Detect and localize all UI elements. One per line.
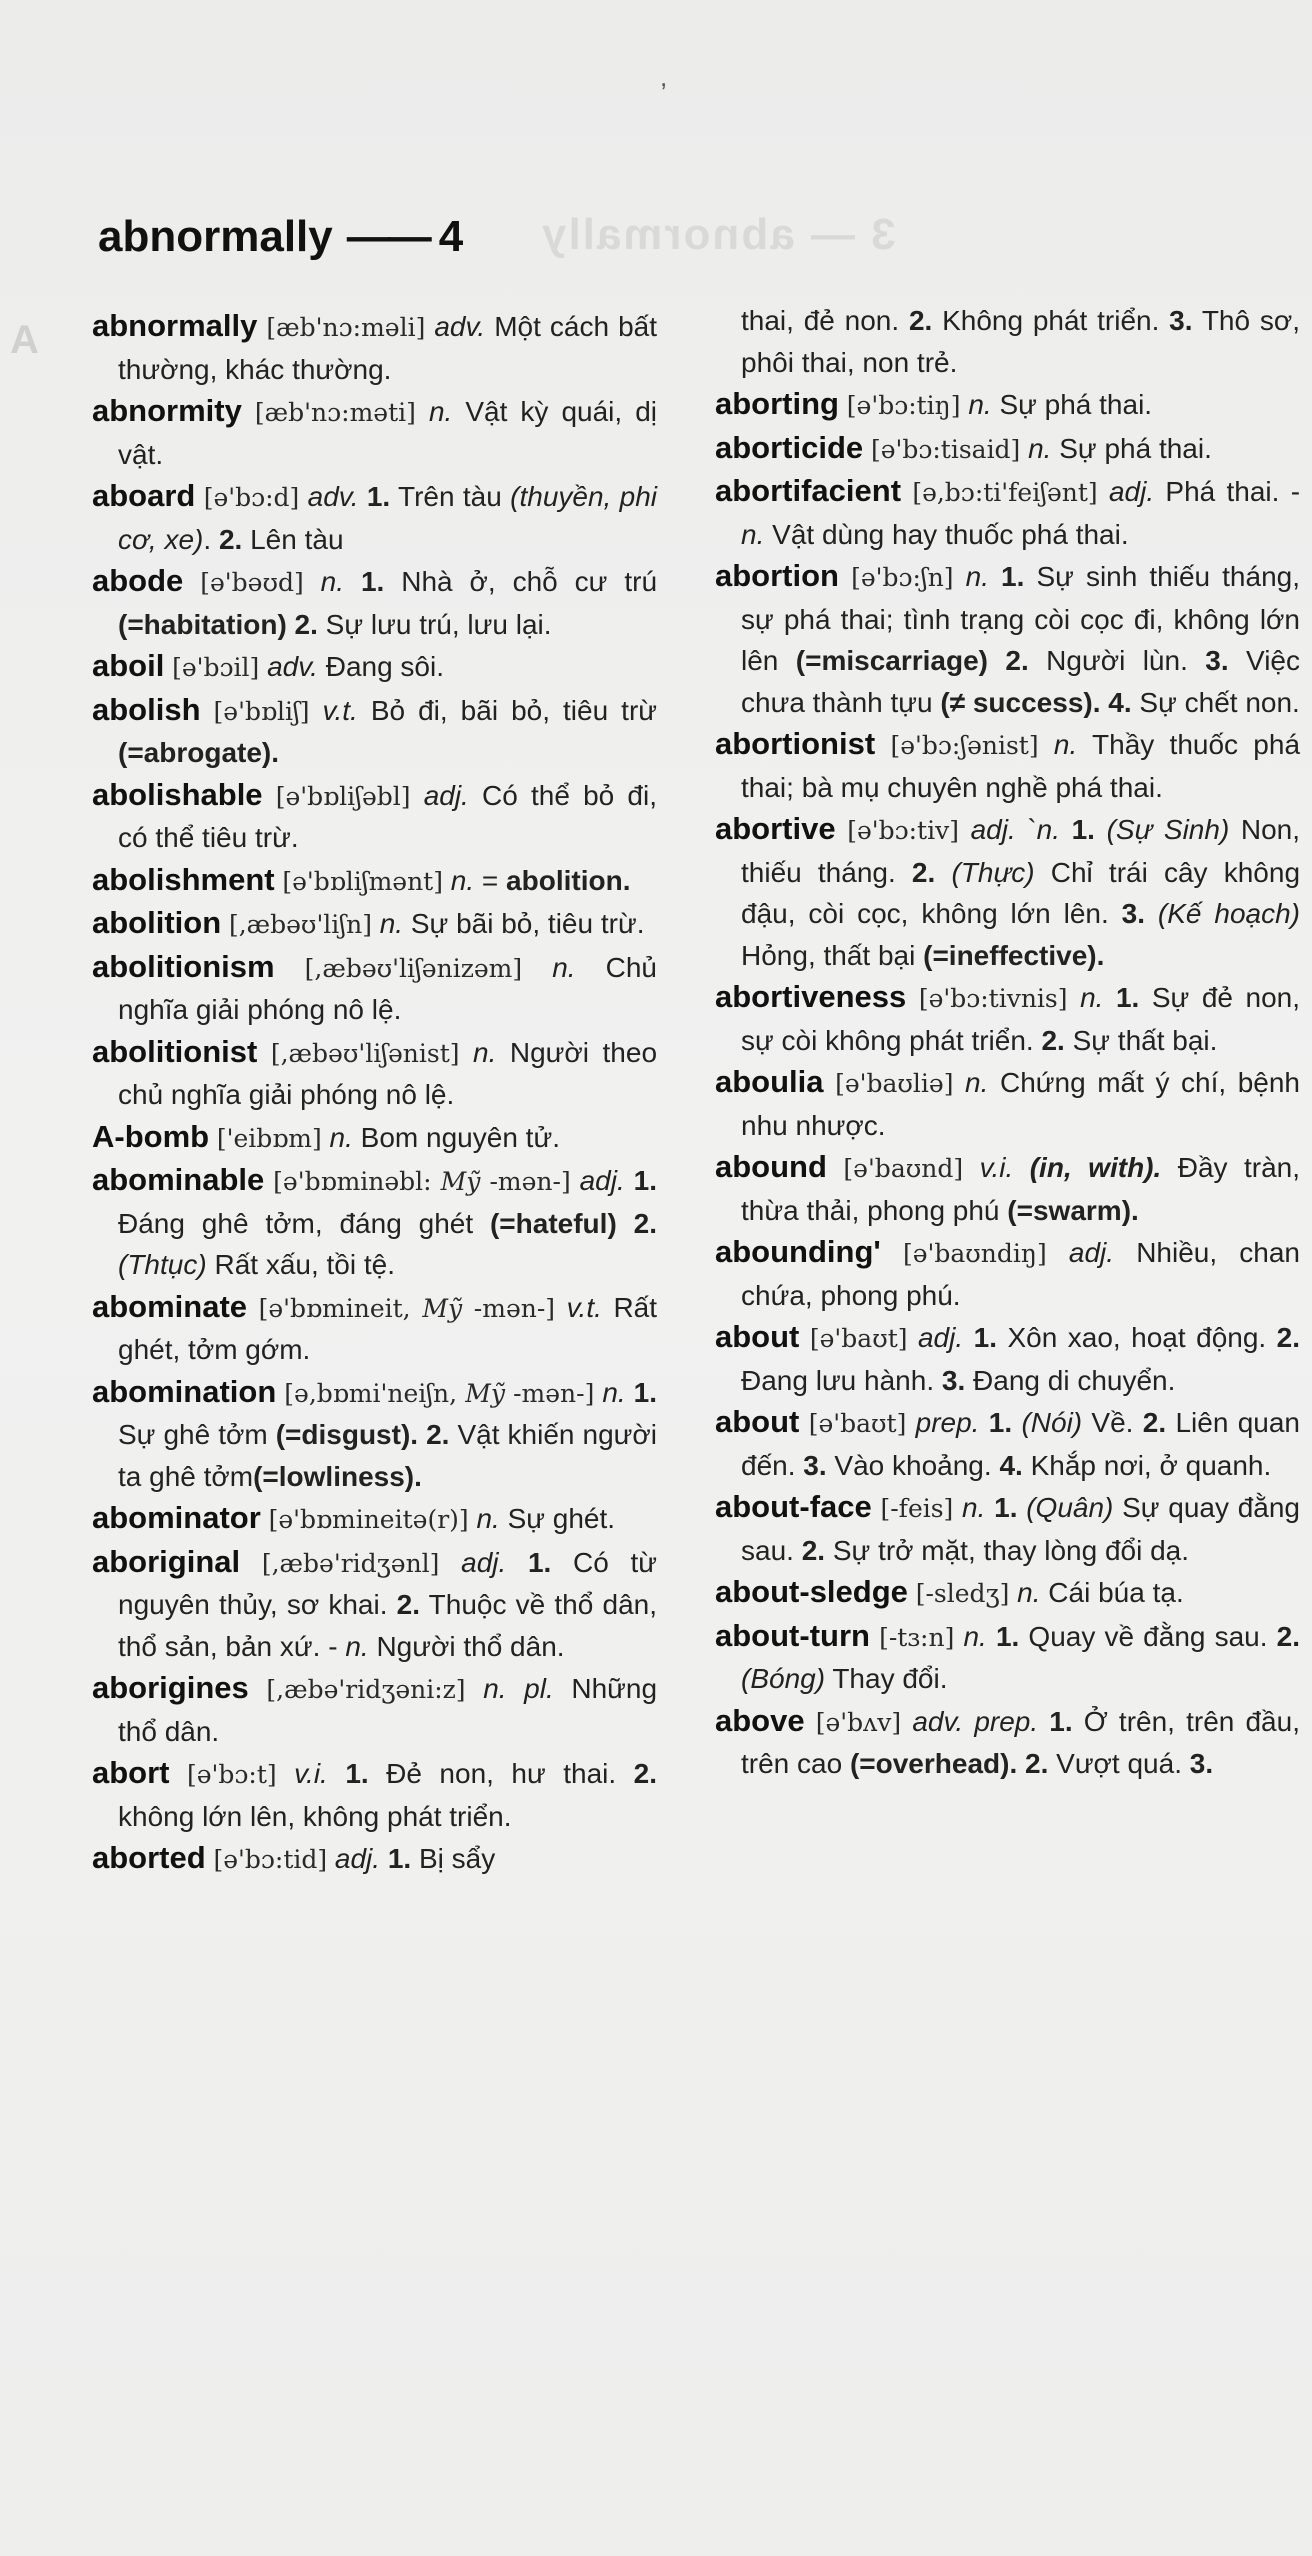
entry-headword: aboriginal [92, 1543, 241, 1579]
entry-headword: abounding' [715, 1234, 881, 1269]
entry-pronunciation: [ə'baʊnd] [843, 1154, 964, 1183]
entry-headword: aborticide [715, 429, 864, 465]
bleed-through-text: 3 — abnormally [540, 210, 896, 259]
dictionary-entry [715, 723, 1300, 808]
entry-headword: about-sledge [715, 1574, 908, 1609]
entry-definition: adv. Một cách bất thường, khác thường. [118, 311, 658, 385]
entry-definition: v.i. 1. Đẻ non, hư thai. 2. không lớn lên, không phát triển. [118, 1758, 657, 1832]
entry-headword: aboard [92, 478, 196, 513]
dictionary-entry [715, 1401, 1300, 1486]
entry-pronunciation: ['eibɒm] [216, 1123, 322, 1153]
entry-definition: n. Cái búa tạ. [1017, 1577, 1184, 1608]
entry-definition: n. Chứng mất ý chí, bệnh nhu nhược. [741, 1067, 1301, 1141]
dictionary-entry [715, 1146, 1300, 1231]
dictionary-entry [92, 1371, 657, 1498]
entry-definition: n. Bom nguyên tử. [329, 1121, 560, 1153]
entry-headword: about [715, 1319, 800, 1354]
page-header [98, 212, 463, 262]
dictionary-entry [715, 1615, 1300, 1700]
dictionary-entry [715, 470, 1300, 555]
entry-definition: n. = abolition. [450, 864, 631, 896]
entry-pronunciation: [,æbə'ridʒəni:z] [266, 1675, 466, 1704]
dictionary-entry [92, 390, 657, 475]
entry-pronunciation: [æb'nɔ:məti] [254, 398, 416, 427]
dictionary-entry [92, 859, 657, 903]
dictionary-entry [92, 1752, 657, 1837]
entry-definition: n. 1. Nhà ở, chỗ cư trú (=habitation) 2. Sự lưu trú, lưu lại. [118, 566, 658, 640]
entry-headword: aboil [92, 648, 165, 683]
dictionary-entry [92, 946, 657, 1031]
page-number: 4 [438, 212, 464, 261]
dictionary-entry [92, 645, 657, 689]
dictionary-entry [715, 1231, 1300, 1316]
entry-headword: about-face [715, 1489, 872, 1524]
entry-pronunciation: [ə'bɒliʃmənt] [282, 866, 443, 896]
entry-definition: adv. Đang sôi. [267, 651, 445, 682]
entry-headword: aborting [715, 386, 839, 421]
dictionary-entry [92, 1541, 657, 1668]
dictionary-entry [715, 1486, 1300, 1571]
entry-headword: abnormally [92, 308, 258, 343]
entry-headword: abound [715, 1149, 827, 1184]
header-separator: —— [346, 212, 429, 261]
entry-pronunciation: [ə'bɔ:tisaid] [870, 434, 1021, 464]
entry-definition: n. pl. Những thổ dân. [118, 1673, 658, 1747]
entry-definition: n. Sự phá thai. [1028, 432, 1212, 464]
entry-headword: abortiveness [715, 979, 907, 1014]
entry-pronunciation: [ə'bɔ:tivnis] [918, 984, 1068, 1013]
entry-definition: n. 1. Sự sinh thiếu tháng, sự phá thai; tình trạng còi cọc đi, không lớn lên (=miscarriage) 2. Người lùn. 3. Việc chưa thành tựu (≠ success). 4. Sự chết non. [741, 561, 1300, 718]
entry-pronunciation: [ə'bɒmineitə(r)] [268, 1505, 469, 1534]
entry-definition: n. Sự phá thai. [968, 389, 1153, 420]
entry-pronunciation: [ə'baʊt] [808, 1409, 907, 1438]
entry-pronunciation: [ə,bɒmi'neiʃn, Mỹ -mən-] [284, 1378, 595, 1408]
entry-definition: adj. 1. Có từ nguyên thủy, sơ khai. 2. Thuộc về thổ dân, thổ sản, bản xứ. - n. Người thổ dân. [118, 1546, 658, 1662]
dictionary-entry [715, 300, 1300, 383]
dictionary-entry [715, 383, 1300, 427]
dictionary-entry [92, 1497, 657, 1541]
entry-pronunciation: [ə'bɔ:t] [186, 1760, 277, 1789]
entry-headword: abortifacient [715, 473, 902, 508]
entry-headword: abortion [715, 558, 839, 593]
entry-definition: n. 1. Sự ghê tởm (=disgust). 2. Vật khiến người ta ghê tởm(=lowliness). [118, 1376, 658, 1492]
entry-headword: abominator [92, 1500, 261, 1535]
bleed-through-letter: A [10, 318, 39, 362]
entry-headword: abort [92, 1755, 170, 1790]
entry-definition: v.t. Bỏ đi, bãi bỏ, tiêu trừ (=abrogate). [118, 694, 658, 768]
entry-pronunciation: [ə'bɒliʃəbl] [275, 781, 411, 811]
entry-pronunciation: [,æbəʊ'liʃənist] [270, 1038, 460, 1068]
entry-definition: adv. prep. 1. Ở trên, trên đầu, trên cao (=overhead). 2. Vượt quá. 3. [741, 1705, 1300, 1779]
entry-pronunciation: [ə'bɒmineit, Mỹ -mən-] [258, 1293, 556, 1323]
entry-pronunciation: [ə'bəʊd] [200, 568, 304, 597]
entry-definition: v.t. Rất ghét, tởm gớm. [118, 1291, 658, 1365]
entry-headword: abnormity [92, 393, 242, 428]
entry-pronunciation: [ə'bɔil] [172, 653, 260, 682]
entry-pronunciation: [ə'bɒliʃ] [213, 696, 310, 726]
entry-definition: adj. Phá thai. - n. Vật dùng hay thuốc phá thai. [741, 476, 1301, 550]
entry-headword: A-bomb [92, 1118, 210, 1154]
entry-headword: abomination [92, 1373, 277, 1409]
dictionary-entry [92, 1667, 657, 1752]
entry-definition: n. 1. Sự đẻ non, sự còi không phát triển. 2. Sự thất bại. [741, 982, 1301, 1056]
entry-headword: abolitionism [92, 948, 275, 984]
entry-headword: abolish [92, 691, 201, 727]
entry-pronunciation: [-sledʒ] [915, 1579, 1010, 1608]
entry-headword: aborted [92, 1840, 206, 1875]
left-column [92, 305, 657, 1881]
entry-headword: aboulia [715, 1064, 824, 1099]
dictionary-entry [92, 1159, 657, 1286]
dictionary-entry [715, 808, 1300, 976]
entry-headword: abominate [92, 1288, 248, 1324]
right-column [715, 300, 1300, 1785]
dictionary-entry [715, 976, 1300, 1061]
entry-definition: adj. Có thể bỏ đi, có thể tiêu trừ. [118, 779, 657, 853]
dictionary-entry [715, 427, 1300, 471]
entry-pronunciation: [ə'bɔ:ʃənist] [890, 731, 1039, 760]
entry-definition: prep. 1. (Nói) Về. 2. Liên quan đến. 3. Vào khoảng. 4. Khắp nơi, ở quanh. [741, 1407, 1300, 1481]
entry-headword: above [715, 1702, 805, 1738]
entry-headword: abortive [715, 811, 836, 846]
entry-pronunciation: [,æbəʊ'liʃənizəm] [304, 953, 523, 983]
dictionary-entry [92, 1116, 657, 1160]
entry-headword: abortionist [715, 726, 876, 761]
speck-mark: , [660, 62, 668, 92]
entry-headword: abolition [92, 905, 222, 940]
entry-pronunciation: [ə'baʊliə] [835, 1069, 954, 1098]
dictionary-entry [92, 305, 657, 390]
dictionary-entry [715, 1061, 1300, 1146]
entry-definition: n. Sự bãi bỏ, tiêu trừ. [379, 908, 645, 939]
entry-definition: n. Vật kỳ quái, dị vật. [118, 396, 658, 470]
dictionary-entry [92, 1286, 657, 1371]
entry-definition: n. 1. (Quân) Sự quay đằng sau. 2. Sự trở mặt, thay lòng đổi dạ. [741, 1492, 1301, 1566]
entry-pronunciation: [ə'bɔ:tid] [213, 1845, 328, 1874]
entry-headword: abominable [92, 1162, 265, 1197]
entry-definition: thai, đẻ non. 2. Không phát triển. 3. Thô sơ, phôi thai, non trẻ. [741, 305, 1300, 378]
entry-pronunciation: [ə'bɔ:ʃn] [851, 563, 954, 592]
entry-pronunciation: [ə'bɔ:tiŋ] [846, 391, 961, 420]
dictionary-entry [715, 1700, 1300, 1785]
entry-definition: adj. 1. Bị sẩy [334, 1843, 496, 1874]
entry-pronunciation: [æb'nɔ:məli] [266, 313, 426, 342]
entry-definition: adv. 1. Trên tàu (thuyền, phi cơ, xe). 2. Lên tàu [118, 481, 658, 555]
dictionary-entry [715, 1316, 1300, 1401]
entry-pronunciation: [ə'bɔ:tiv] [847, 816, 959, 845]
dictionary-entry [92, 560, 657, 645]
entry-definition: n. Thầy thuốc phá thai; bà mụ chuyên nghề phá thai. [741, 729, 1301, 803]
entry-pronunciation: [-tɜ:n] [879, 1622, 955, 1652]
entry-definition: v.i. (in, with). Đầy tràn, thừa thải, phong phú (=swarm). [741, 1152, 1301, 1226]
dictionary-entry [92, 689, 657, 774]
dictionary-entry [92, 774, 657, 859]
entry-headword: about-turn [715, 1617, 870, 1653]
entry-headword: abode [92, 563, 184, 598]
entry-definition: n. Chủ nghĩa giải phóng nô lệ. [118, 951, 657, 1025]
dictionary-entry [92, 1837, 657, 1881]
entry-definition: n. 1. Quay về đằng sau. 2. (Bóng) Thay đổi. [741, 1620, 1300, 1694]
entry-pronunciation: [ə'baʊt] [809, 1324, 908, 1353]
entry-pronunciation: [ə'bɔ:d] [203, 483, 300, 512]
entry-definition: adj. 1. Đáng ghê tởm, đáng ghét (=hateful) 2. (Thtục) Rất xấu, tồi tệ. [118, 1165, 658, 1280]
entry-pronunciation: [ə'bɒminəbl: Mỹ -mən-] [273, 1167, 571, 1196]
entry-headword: about [715, 1404, 800, 1439]
entry-definition: adj. Nhiều, chan chứa, phong phú. [741, 1237, 1301, 1311]
entry-definition: n. Người theo chủ nghĩa giải phóng nô lệ. [118, 1036, 658, 1110]
entry-headword: abolishable [92, 776, 263, 812]
entry-definition: n. Sự ghét. [476, 1503, 616, 1534]
entry-pronunciation: [-feis] [880, 1494, 954, 1523]
entry-headword: aborigines [92, 1670, 249, 1705]
entry-pronunciation: [,æbəʊ'liʃn] [228, 910, 372, 939]
entry-headword: abolitionist [92, 1033, 258, 1069]
header-guide-word: abnormally [98, 212, 333, 261]
dictionary-entry [715, 1571, 1300, 1615]
entry-headword: abolishment [92, 861, 275, 897]
entry-definition: adj. 1. Xôn xao, hoạt động. 2. Đang lưu hành. 3. Đang di chuyển. [741, 1322, 1301, 1396]
entry-pronunciation: [ə,bɔ:ti'feiʃənt] [912, 478, 1098, 507]
dictionary-entry [92, 902, 657, 946]
entry-pronunciation: [ə'bʌv] [815, 1707, 902, 1737]
dictionary-entry [715, 555, 1300, 723]
entry-pronunciation: [,æbə'ridʒənl] [261, 1548, 440, 1578]
dictionary-entry [92, 1031, 657, 1116]
entry-definition: adj. `n. 1. (Sự Sinh) Non, thiếu tháng. 2. (Thực) Chỉ trái cây không đậu, còi cọc, không lớn lên. 3. (Kế hoạch) Hỏng, thất bại (=ineffective). [741, 814, 1301, 971]
entry-pronunciation: [ə'baʊndiŋ] [902, 1239, 1047, 1268]
dictionary-entry [92, 475, 657, 560]
